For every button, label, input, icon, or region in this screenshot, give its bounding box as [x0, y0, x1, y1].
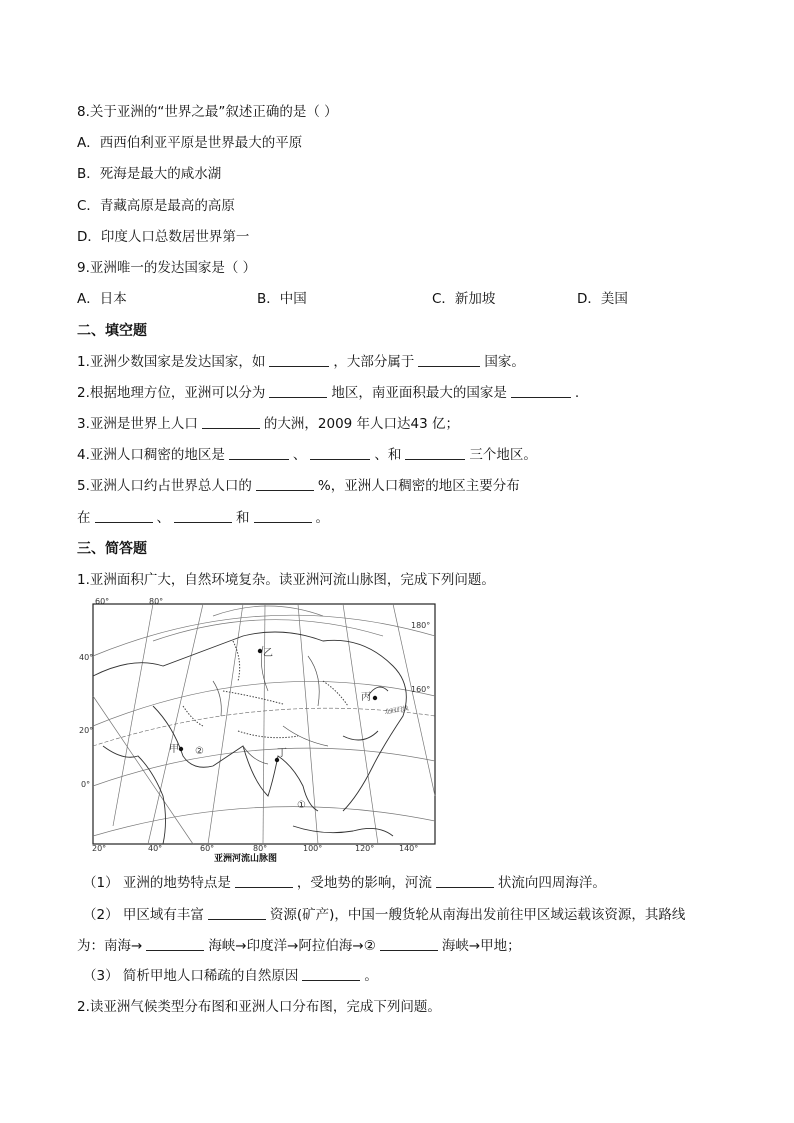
answer-blank[interactable] [310, 447, 370, 460]
place-label-yi: 乙 [263, 648, 273, 659]
answer-blank[interactable] [418, 354, 480, 367]
answer-blank[interactable] [229, 447, 289, 460]
point-yi [258, 649, 262, 653]
tropic-label: 北回归线 [384, 704, 409, 716]
lon-label: 60° [95, 597, 110, 606]
q3-1-sub2: （2） 甲区域有丰富 资源(矿产)，中国一艘货轮从南海出发前往甲区域运载该资源，其路线 [83, 907, 686, 923]
place-label-ding: 丁 [277, 748, 287, 759]
q3-2-stem: 2.读亚洲气候类型分布图和亚洲人口分布图，完成下列问题。 [77, 999, 441, 1015]
answer-blank[interactable] [254, 510, 312, 523]
q3-1-sub3: （3） 简析甲地人口稀疏的自然原因 。 [83, 968, 378, 984]
answer-blank[interactable] [146, 938, 204, 951]
answer-blank[interactable] [405, 447, 465, 460]
answer-blank[interactable] [208, 907, 266, 920]
answer-blank[interactable] [436, 875, 494, 888]
fill-q5: 5.亚洲人口约占世界总人口的 %，亚洲人口稠密的地区主要分布 [77, 478, 520, 494]
place-label-jia: 甲 [169, 744, 179, 755]
answer-blank[interactable] [269, 385, 327, 398]
lon-label: 60° [200, 844, 215, 853]
lon-label: 180° [411, 621, 431, 630]
lat-label: 0° [81, 780, 91, 789]
q3-1-sub2-route: 为：南海→ 海峡→印度洋→阿拉伯海→② 海峡→甲地； [77, 938, 521, 954]
section-3-title: 三、简答题 [77, 541, 147, 557]
asia-rivers-mountains-map [79, 596, 435, 853]
answer-blank[interactable] [95, 510, 153, 523]
answer-blank[interactable] [511, 385, 571, 398]
lon-label: 100° [303, 844, 323, 853]
answer-blank[interactable] [235, 875, 293, 888]
strait-label-1: ① [297, 800, 306, 811]
answer-blank[interactable] [256, 478, 314, 491]
q8-option-b: B．死海是最大的咸水湖 [77, 166, 222, 182]
lon-label: 120° [355, 844, 375, 853]
fill-q5-cont: 在 、 和 。 [77, 510, 329, 526]
section-2-title: 二、填空题 [77, 323, 147, 339]
q9-option-d: D．美国 [577, 291, 628, 307]
q9-option-a: A．日本 [77, 291, 127, 307]
lon-label: 20° [92, 844, 107, 853]
answer-blank[interactable] [302, 968, 360, 981]
map-caption: 亚洲河流山脉图 [214, 854, 278, 864]
lon-label: 140° [399, 844, 419, 853]
lon-label: 80° [253, 844, 268, 853]
fill-q2: 2.根据地理方位，亚洲可以分为 地区，南亚面积最大的国家是 . [77, 385, 580, 401]
q9-option-b: B．中国 [257, 291, 307, 307]
q3-1-sub1: （1） 亚洲的地势特点是 ，受地势的影响，河流 状流向四周海洋。 [83, 875, 606, 891]
lat-label: 40° [79, 653, 94, 662]
q8-stem: 8.关于亚洲的“世界之最”叙述正确的是（ ） [77, 104, 338, 120]
lat-label: 20° [79, 726, 94, 735]
lon-label: 80° [149, 597, 164, 606]
point-jia [179, 747, 183, 751]
strait-label-2: ② [195, 746, 204, 757]
q9-option-c: C．新加坡 [432, 291, 496, 307]
answer-blank[interactable] [380, 938, 438, 951]
fill-q1: 1.亚洲少数国家是发达国家，如 ，大部分属于 国家。 [77, 354, 525, 370]
lon-label: 160° [411, 685, 431, 694]
answer-blank[interactable] [269, 354, 329, 367]
answer-blank[interactable] [202, 416, 260, 429]
answer-blank[interactable] [174, 510, 232, 523]
q8-option-c: C．青藏高原是最高的高原 [77, 198, 235, 214]
q8-option-a: A．西西伯利亚平原是世界最大的平原 [77, 135, 303, 151]
q8-option-d: D．印度人口总数居世界第一 [77, 229, 250, 245]
place-label-bing: 丙 [361, 692, 371, 703]
q3-1-stem: 1.亚洲面积广大，自然环境复杂。读亚洲河流山脉图，完成下列问题。 [77, 572, 495, 588]
q9-stem: 9.亚洲唯一的发达国家是（ ） [77, 260, 257, 276]
fill-q4: 4.亚洲人口稠密的地区是 、 、和 三个地区。 [77, 447, 537, 463]
fill-q3: 3.亚洲是世界上人口 的大洲，2009 年人口达43 亿； [77, 416, 460, 432]
lon-label: 40° [148, 844, 163, 853]
point-bing [373, 696, 377, 700]
